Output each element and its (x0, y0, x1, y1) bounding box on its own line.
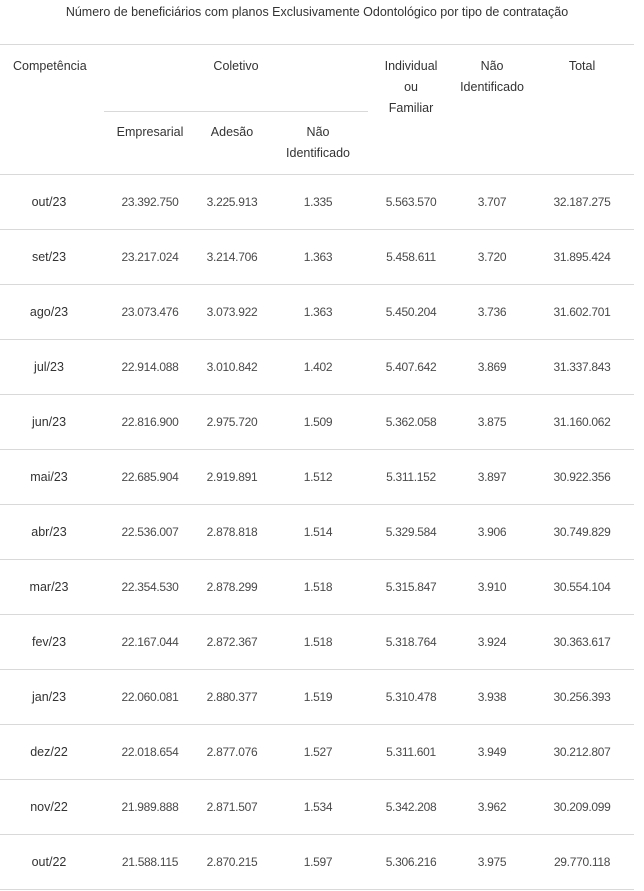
cell-empresarial: 23.073.476 (104, 285, 196, 340)
cell-adesao: 2.877.076 (196, 725, 268, 780)
header-nao-identificado-coletivo (268, 112, 368, 175)
cell-individual-familiar: 5.310.478 (368, 670, 454, 725)
cell-competencia: out/22 (0, 835, 104, 890)
cell-adesao: 2.870.215 (196, 835, 268, 890)
cell-nao-identificado: 3.897 (454, 450, 530, 505)
header-individual-familiar (368, 45, 454, 175)
cell-individual-familiar: 5.450.204 (368, 285, 454, 340)
cell-empresarial: 22.354.530 (104, 560, 196, 615)
cell-nao-identificado: 3.975 (454, 835, 530, 890)
cell-nao-identificado-coletivo: 1.597 (268, 835, 368, 890)
cell-individual-familiar: 5.458.611 (368, 230, 454, 285)
beneficiaries-table (0, 44, 634, 890)
header-empresarial: Empresarial (104, 112, 196, 175)
cell-empresarial: 23.392.750 (104, 175, 196, 230)
cell-adesao: 3.073.922 (196, 285, 268, 340)
cell-empresarial: 21.989.888 (104, 780, 196, 835)
header-total: Total (530, 45, 634, 175)
table-caption: Número de beneficiários com planos Exclusivamente Odontológico por tipo de contratação (65, 5, 569, 19)
cell-individual-familiar: 5.362.058 (368, 395, 454, 450)
cell-adesao: 2.919.891 (196, 450, 268, 505)
cell-nao-identificado: 3.869 (454, 340, 530, 395)
cell-total: 30.256.393 (530, 670, 634, 725)
cell-nao-identificado-coletivo: 1.519 (268, 670, 368, 725)
cell-competencia: jul/23 (0, 340, 104, 395)
cell-empresarial: 22.536.007 (104, 505, 196, 560)
cell-adesao: 3.010.842 (196, 340, 268, 395)
cell-total: 31.602.701 (530, 285, 634, 340)
cell-competencia: mai/23 (0, 450, 104, 505)
cell-competencia: ago/23 (0, 285, 104, 340)
cell-individual-familiar: 5.329.584 (368, 505, 454, 560)
cell-individual-familiar: 5.311.601 (368, 725, 454, 780)
table-row (0, 615, 634, 670)
cell-empresarial: 23.217.024 (104, 230, 196, 285)
table-row (0, 835, 634, 890)
table-row (0, 670, 634, 725)
header-nao-identificado-label: Não Identificado (460, 59, 524, 94)
cell-nao-identificado-coletivo: 1.402 (268, 340, 368, 395)
cell-total: 30.209.099 (530, 780, 634, 835)
cell-nao-identificado: 3.875 (454, 395, 530, 450)
cell-empresarial: 22.018.654 (104, 725, 196, 780)
cell-total: 30.554.104 (530, 560, 634, 615)
table-row (0, 395, 634, 450)
cell-total: 30.363.617 (530, 615, 634, 670)
table-row (0, 560, 634, 615)
cell-competencia: mar/23 (0, 560, 104, 615)
header-adesao: Adesão (196, 112, 268, 175)
table-row (0, 450, 634, 505)
cell-nao-identificado-coletivo: 1.518 (268, 560, 368, 615)
table-header (0, 45, 634, 175)
cell-total: 32.187.275 (530, 175, 634, 230)
table-row (0, 340, 634, 395)
cell-nao-identificado: 3.910 (454, 560, 530, 615)
cell-competencia: set/23 (0, 230, 104, 285)
header-competencia: Competência (0, 45, 104, 175)
header-nao-identificado-coletivo-label: Não Identificado (286, 125, 350, 160)
table-row (0, 725, 634, 780)
cell-total: 30.922.356 (530, 450, 634, 505)
cell-individual-familiar: 5.407.642 (368, 340, 454, 395)
cell-empresarial: 21.588.115 (104, 835, 196, 890)
cell-nao-identificado-coletivo: 1.363 (268, 285, 368, 340)
cell-nao-identificado-coletivo: 1.527 (268, 725, 368, 780)
cell-total: 31.160.062 (530, 395, 634, 450)
cell-nao-identificado-coletivo: 1.509 (268, 395, 368, 450)
cell-adesao: 2.871.507 (196, 780, 268, 835)
cell-adesao: 2.880.377 (196, 670, 268, 725)
table-row (0, 505, 634, 560)
cell-total: 30.212.807 (530, 725, 634, 780)
cell-competencia: out/23 (0, 175, 104, 230)
cell-total: 29.770.118 (530, 835, 634, 890)
cell-empresarial: 22.816.900 (104, 395, 196, 450)
cell-adesao: 3.214.706 (196, 230, 268, 285)
cell-empresarial: 22.914.088 (104, 340, 196, 395)
cell-empresarial: 22.685.904 (104, 450, 196, 505)
cell-nao-identificado-coletivo: 1.534 (268, 780, 368, 835)
table-row (0, 175, 634, 230)
cell-nao-identificado: 3.707 (454, 175, 530, 230)
cell-adesao: 3.225.913 (196, 175, 268, 230)
header-coletivo: Coletivo (104, 45, 368, 112)
cell-nao-identificado-coletivo: 1.518 (268, 615, 368, 670)
cell-adesao: 2.878.818 (196, 505, 268, 560)
table-body (0, 175, 634, 890)
cell-individual-familiar: 5.563.570 (368, 175, 454, 230)
cell-nao-identificado: 3.924 (454, 615, 530, 670)
cell-competencia: dez/22 (0, 725, 104, 780)
cell-nao-identificado-coletivo: 1.512 (268, 450, 368, 505)
cell-total: 31.895.424 (530, 230, 634, 285)
cell-competencia: jan/23 (0, 670, 104, 725)
cell-nao-identificado: 3.949 (454, 725, 530, 780)
cell-empresarial: 22.060.081 (104, 670, 196, 725)
cell-competencia: abr/23 (0, 505, 104, 560)
cell-nao-identificado: 3.906 (454, 505, 530, 560)
cell-nao-identificado: 3.962 (454, 780, 530, 835)
cell-nao-identificado: 3.938 (454, 670, 530, 725)
cell-individual-familiar: 5.318.764 (368, 615, 454, 670)
cell-nao-identificado-coletivo: 1.363 (268, 230, 368, 285)
cell-total: 30.749.829 (530, 505, 634, 560)
cell-total: 31.337.843 (530, 340, 634, 395)
cell-competencia: fev/23 (0, 615, 104, 670)
cell-adesao: 2.872.367 (196, 615, 268, 670)
table-row (0, 285, 634, 340)
cell-individual-familiar: 5.342.208 (368, 780, 454, 835)
cell-nao-identificado-coletivo: 1.335 (268, 175, 368, 230)
cell-adesao: 2.878.299 (196, 560, 268, 615)
cell-individual-familiar: 5.311.152 (368, 450, 454, 505)
cell-competencia: jun/23 (0, 395, 104, 450)
cell-empresarial: 22.167.044 (104, 615, 196, 670)
table-row (0, 230, 634, 285)
cell-nao-identificado-coletivo: 1.514 (268, 505, 368, 560)
cell-adesao: 2.975.720 (196, 395, 268, 450)
cell-nao-identificado: 3.720 (454, 230, 530, 285)
cell-nao-identificado: 3.736 (454, 285, 530, 340)
header-individual-familiar-label: Individual ou Familiar (384, 59, 438, 115)
cell-competencia: nov/22 (0, 780, 104, 835)
cell-individual-familiar: 5.315.847 (368, 560, 454, 615)
header-nao-identificado (454, 45, 530, 175)
table-row (0, 780, 634, 835)
cell-individual-familiar: 5.306.216 (368, 835, 454, 890)
